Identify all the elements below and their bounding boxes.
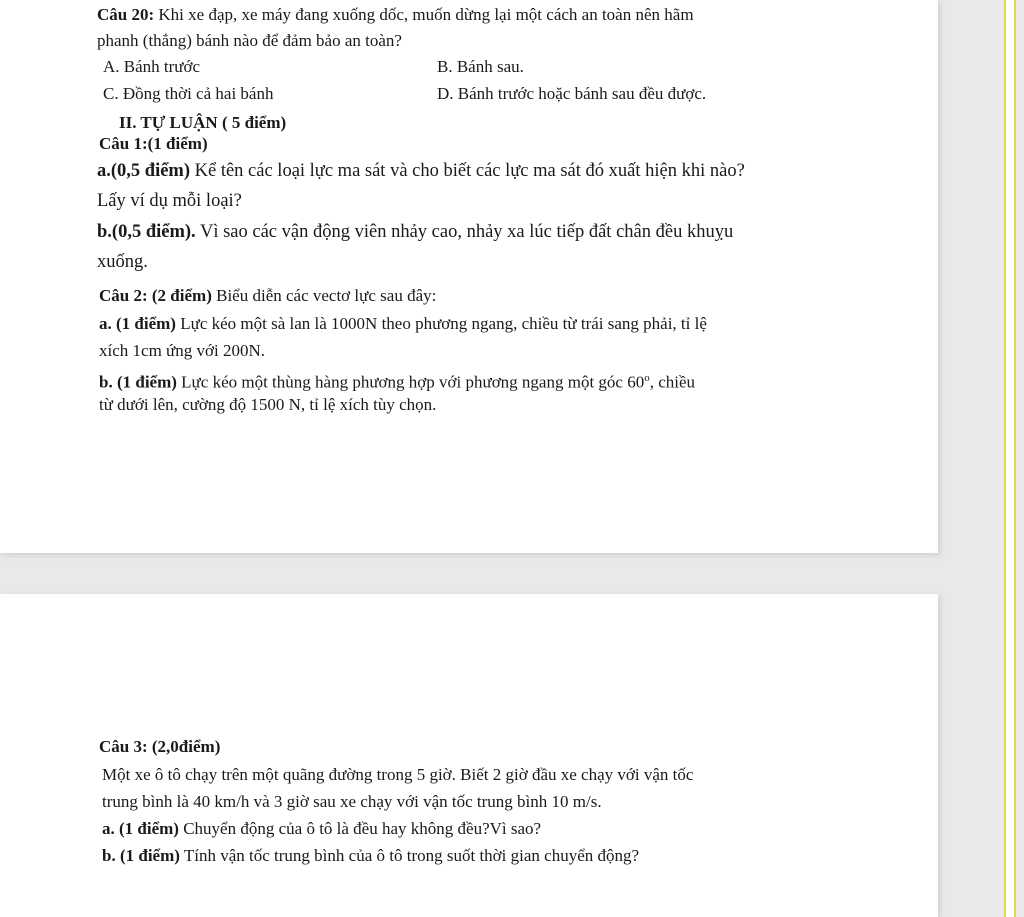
q1-heading: Câu 1:(1 điểm)	[99, 134, 208, 153]
q1-a-line-1	[97, 160, 745, 182]
q3-b-label: b. (1 điểm)	[102, 846, 180, 865]
q20-option-b: B. Bánh sau.	[437, 57, 524, 76]
q2-b-line-2: từ dưới lên, cường độ 1500 N, tỉ lệ xích tùy chọn.	[99, 395, 437, 414]
q2-a-line-1	[99, 313, 707, 335]
q20-option-a: A. Bánh trước	[103, 57, 201, 76]
q20-label: Câu 20:	[97, 5, 155, 24]
q1-a-text: Kể tên các loại lực ma sát và cho biết các lực ma sát đó xuất hiện khi nào?	[194, 161, 745, 181]
q20-text-line-1: Khi xe đạp, xe máy đang xuống dốc, muốn dừng lại một cách an toàn nên hãm	[158, 5, 694, 24]
q1-b-text: Vì sao các vận động viên nhảy cao, nhảy xa lúc tiếp đất chân đều khuỵu	[199, 222, 734, 242]
q2-a-label: a. (1 điểm)	[99, 314, 176, 333]
q3-a-line	[102, 818, 541, 840]
q20-text-line-2: phanh (thắng) bánh nào để đảm bảo an toàn?	[97, 31, 402, 50]
q1-a-line-2: Lấy ví dụ mỗi loại?	[97, 191, 242, 211]
q2-a-text: Lực kéo một sà lan là 1000N theo phương ngang, chiều từ trái sang phải, tỉ lệ	[180, 314, 707, 333]
q1-b-line-2: xuống.	[97, 252, 148, 272]
q1-b-label: b.(0,5 điểm).	[97, 222, 196, 242]
q2-b-label: b. (1 điểm)	[99, 372, 177, 392]
document-page-2	[0, 594, 938, 917]
q2-line	[99, 285, 436, 307]
q2-b-text: Lực kéo một thùng hàng phương hợp với phương ngang một góc 60	[181, 372, 645, 392]
q1-b-line-1	[97, 221, 733, 243]
q2-label: Câu 2: (2 điểm)	[99, 286, 212, 305]
q20-option-c: C. Đồng thời cả hai bánh	[103, 84, 274, 103]
q3-heading: Câu 3: (2,0điểm)	[99, 737, 221, 756]
q2-b-line-1	[99, 367, 695, 394]
q3-line-2: trung bình là 40 km/h và 3 giờ sau xe chạy với vận tốc trung bình 10 m/s.	[102, 792, 602, 811]
q3-a-label: a. (1 điểm)	[102, 819, 179, 838]
q3-b-line	[102, 845, 639, 867]
section-title: II. TỰ LUẬN ( 5 điểm)	[119, 113, 287, 132]
degree-sign: o	[644, 372, 650, 384]
q20-option-d: D. Bánh trước hoặc bánh sau đều được.	[437, 84, 707, 103]
q3-line-1: Một xe ô tô chạy trên một quãng đường trong 5 giờ. Biết 2 giờ đầu xe chạy với vận tốc	[102, 765, 694, 784]
q3-b-text: Tính vận tốc trung bình của ô tô trong suốt thời gian chuyển động?	[183, 846, 640, 865]
q20-line-1	[97, 4, 694, 26]
q2-text: Biểu diễn các vectơ lực sau đây:	[216, 286, 437, 305]
q1-a-label: a.(0,5 điểm)	[97, 161, 190, 181]
q2-a-line-2: xích 1cm ứng với 200N.	[99, 341, 265, 360]
right-edge-strip	[1004, 0, 1016, 917]
q3-a-text: Chuyển động của ô tô là đều hay không đều?Vì sao?	[183, 819, 542, 838]
q2-b-text-end: , chiều	[649, 372, 696, 392]
